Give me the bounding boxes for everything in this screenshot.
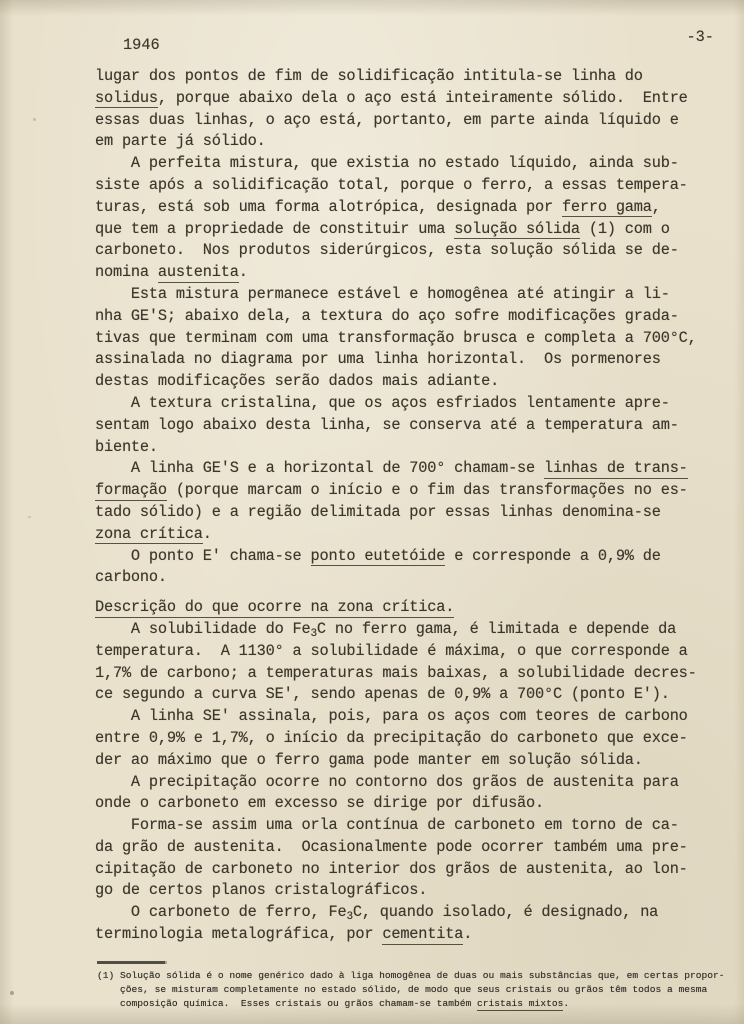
- text-segment: der ao máximo que o ferro gama pode manter em solução sólida.: [95, 750, 643, 769]
- text-segment: temperatura. A 1130° a solubilidade é máxima, o que corresponde a: [95, 641, 688, 660]
- text-line: [95, 880, 723, 902]
- text-segment: ,: [651, 197, 661, 216]
- text-segment: .: [202, 524, 212, 543]
- text-segment: A linha GE'S e a horizontal de 700° chamam-se: [95, 459, 544, 478]
- text-segment: Forma-se assim uma orla contínua de carboneto em torno de ca-: [95, 816, 679, 835]
- text-line: [95, 437, 723, 459]
- text-line: [95, 240, 723, 262]
- underlined-text: cementita: [382, 925, 464, 944]
- text-segment: O carboneto de ferro, Fe: [95, 903, 347, 922]
- text-line: [95, 175, 723, 197]
- text-segment: carbono.: [95, 568, 167, 587]
- subscript-text: 3: [346, 911, 353, 924]
- text-segment: destas modificações serão dados mais adiante.: [95, 372, 500, 391]
- text-segment: .: [563, 998, 570, 1009]
- section-heading: [95, 597, 723, 619]
- underlined-text: solidus: [95, 88, 158, 107]
- subscript-text: 3: [310, 628, 317, 640]
- text-segment: (porque marcam o início e o fim das transformações no es-: [166, 481, 688, 500]
- text-line: [95, 371, 723, 393]
- text-segment: que tem a propriedade de constituir uma: [95, 219, 455, 238]
- text-segment: e corresponde a 0,9% de: [445, 546, 661, 565]
- text-segment: C, quando isolado, é designado, na: [352, 903, 659, 922]
- text-line: [97, 969, 739, 983]
- footnote-separator: [97, 961, 165, 964]
- text-segment: .: [463, 925, 473, 944]
- text-line: [95, 480, 723, 502]
- text-line: [95, 524, 723, 546]
- underlined-text: ferro gama: [561, 197, 652, 216]
- text-line: [95, 415, 723, 437]
- text-line: [95, 197, 723, 219]
- text-line: [95, 66, 723, 88]
- text-segment: em parte já sólido.: [95, 132, 266, 151]
- text-segment: cipitação de carboneto no interior dos grãos de austenita, ao lon-: [95, 859, 688, 878]
- underlined-text: formação: [95, 481, 167, 500]
- underlined-text: cristais mixtos: [476, 998, 564, 1009]
- text-segment: C no ferro gama, é limitada e depende da: [316, 619, 677, 638]
- text-segment: Esta mistura permanece estável e homogênea até atingir a li-: [95, 284, 670, 303]
- text-segment: A linha SE' assinala, pois, para os aços com teores de carbono: [95, 707, 688, 726]
- text-segment: assinalada no diagrama por uma linha horizontal. Os pormenores: [95, 350, 661, 369]
- text-line: [95, 502, 723, 524]
- text-line: [95, 684, 723, 706]
- text-segment: tivas que terminam com uma transformação brusca e completa a 700°C,: [95, 328, 697, 347]
- text-segment: go de certos planos cristalográficos.: [95, 881, 428, 900]
- text-line: [95, 262, 723, 284]
- text-line: [95, 772, 723, 794]
- text-line: [95, 706, 723, 728]
- text-segment: A perfeita mistura, que existia no estado líquido, ainda sub-: [95, 154, 679, 173]
- text-segment: carboneto. Nos produtos siderúrgicos, esta solução sólida se de-: [95, 241, 679, 260]
- text-line: [95, 328, 723, 350]
- text-segment: composição química. Esses cristais ou grãos chamam-se também: [97, 998, 477, 1009]
- text-segment: siste após a solidificação total, porque o ferro, a essas tempera-: [95, 175, 688, 194]
- text-segment: (1) com o: [579, 219, 670, 238]
- underlined-text: ponto eutetóide: [310, 546, 446, 565]
- text-line: [95, 641, 723, 663]
- text-line: [95, 131, 723, 153]
- document-body: [95, 66, 723, 946]
- text-line: [95, 349, 723, 371]
- text-segment: A precipitação ocorre no contorno dos grãos de austenita para: [95, 772, 679, 791]
- text-segment: nha GE'S; abaixo dela, a textura do aço sofre modificações grada-: [95, 306, 679, 325]
- text-segment: ce segundo a curva SE', sendo apenas de 0,9% a 700°C (ponto E').: [95, 685, 670, 704]
- underlined-text: austenita: [157, 263, 239, 282]
- underlined-text: linhas de trans-: [543, 459, 688, 478]
- text-segment: biente.: [95, 437, 158, 456]
- text-segment: lugar dos pontos de fim de solidificação intitula-se linha do: [95, 67, 643, 85]
- paper-speck: [28, 516, 31, 518]
- header-year: 1946: [123, 36, 160, 54]
- footnote-text: [97, 969, 739, 1011]
- text-segment: nomina: [95, 263, 158, 282]
- text-line: [97, 997, 739, 1011]
- underlined-text: zona crítica: [95, 524, 203, 543]
- text-line: [95, 284, 723, 306]
- text-line: [95, 902, 723, 924]
- text-segment: essas duas linhas, o aço está, portanto, em parte ainda líquido e: [95, 110, 679, 129]
- text-segment: sentam logo abaixo desta linha, se conserva até a temperatura am-: [95, 415, 679, 434]
- underlined-text: solução sólida: [454, 219, 580, 238]
- text-line: [95, 458, 723, 480]
- text-line: [95, 110, 723, 132]
- text-segment: 1,7% de carbono; a temperaturas mais baixas, a solubilidade decres-: [95, 663, 697, 682]
- text-line: [95, 306, 723, 328]
- text-line: [95, 793, 723, 815]
- text-line: [95, 153, 723, 175]
- text-segment: ções, se misturam completamente no estado sólido, de modo que seus cristais ou grãos têm todos a mesma: [97, 984, 708, 995]
- text-segment: da grão de austenita. Ocasionalmente pode ocorrer também uma pre-: [95, 837, 688, 856]
- text-segment: A solubilidade do Fe: [95, 619, 311, 638]
- text-line: [95, 219, 723, 241]
- text-line: [95, 393, 723, 415]
- text-line: [95, 728, 723, 750]
- text-line: [95, 837, 723, 859]
- text-line: [95, 924, 723, 946]
- paper-speck: [10, 991, 14, 995]
- text-line: [95, 567, 723, 589]
- text-segment: O ponto E' chama-se: [95, 546, 311, 565]
- text-line: [97, 983, 739, 997]
- text-line: [95, 750, 723, 772]
- text-segment: onde o carboneto em excesso se dirige por difusão.: [95, 794, 544, 813]
- text-segment: A textura cristalina, que os aços esfriados lentamente apre-: [95, 393, 670, 412]
- text-segment: entre 0,9% e 1,7%, o início da precipitação do carboneto que exce-: [95, 728, 688, 747]
- text-line: [95, 88, 723, 110]
- header-page-number: -3-: [686, 28, 714, 46]
- text-line: [95, 815, 723, 837]
- text-segment: turas, está sob uma forma alotrópica, designada por: [95, 197, 562, 216]
- text-segment: .: [238, 263, 248, 282]
- text-segment: tado sólido) e a região delimitada por essas linhas denomina-se: [95, 502, 661, 521]
- text-line: [95, 663, 723, 685]
- underlined-text: Descrição do que ocorre na zona crítica.: [95, 598, 455, 617]
- text-segment: terminologia metalográfica, por: [95, 925, 383, 944]
- text-segment: (1) Solução sólida é o nome genérico dado à liga homogênea de duas ou mais substâncias que, em certas propor-: [97, 970, 725, 981]
- text-line: [95, 546, 723, 568]
- paper-speck: [33, 118, 36, 121]
- text-line: [95, 619, 723, 641]
- text-line: [95, 859, 723, 881]
- text-segment: , porque abaixo dela o aço está inteiramente sólido. Entre: [157, 88, 688, 107]
